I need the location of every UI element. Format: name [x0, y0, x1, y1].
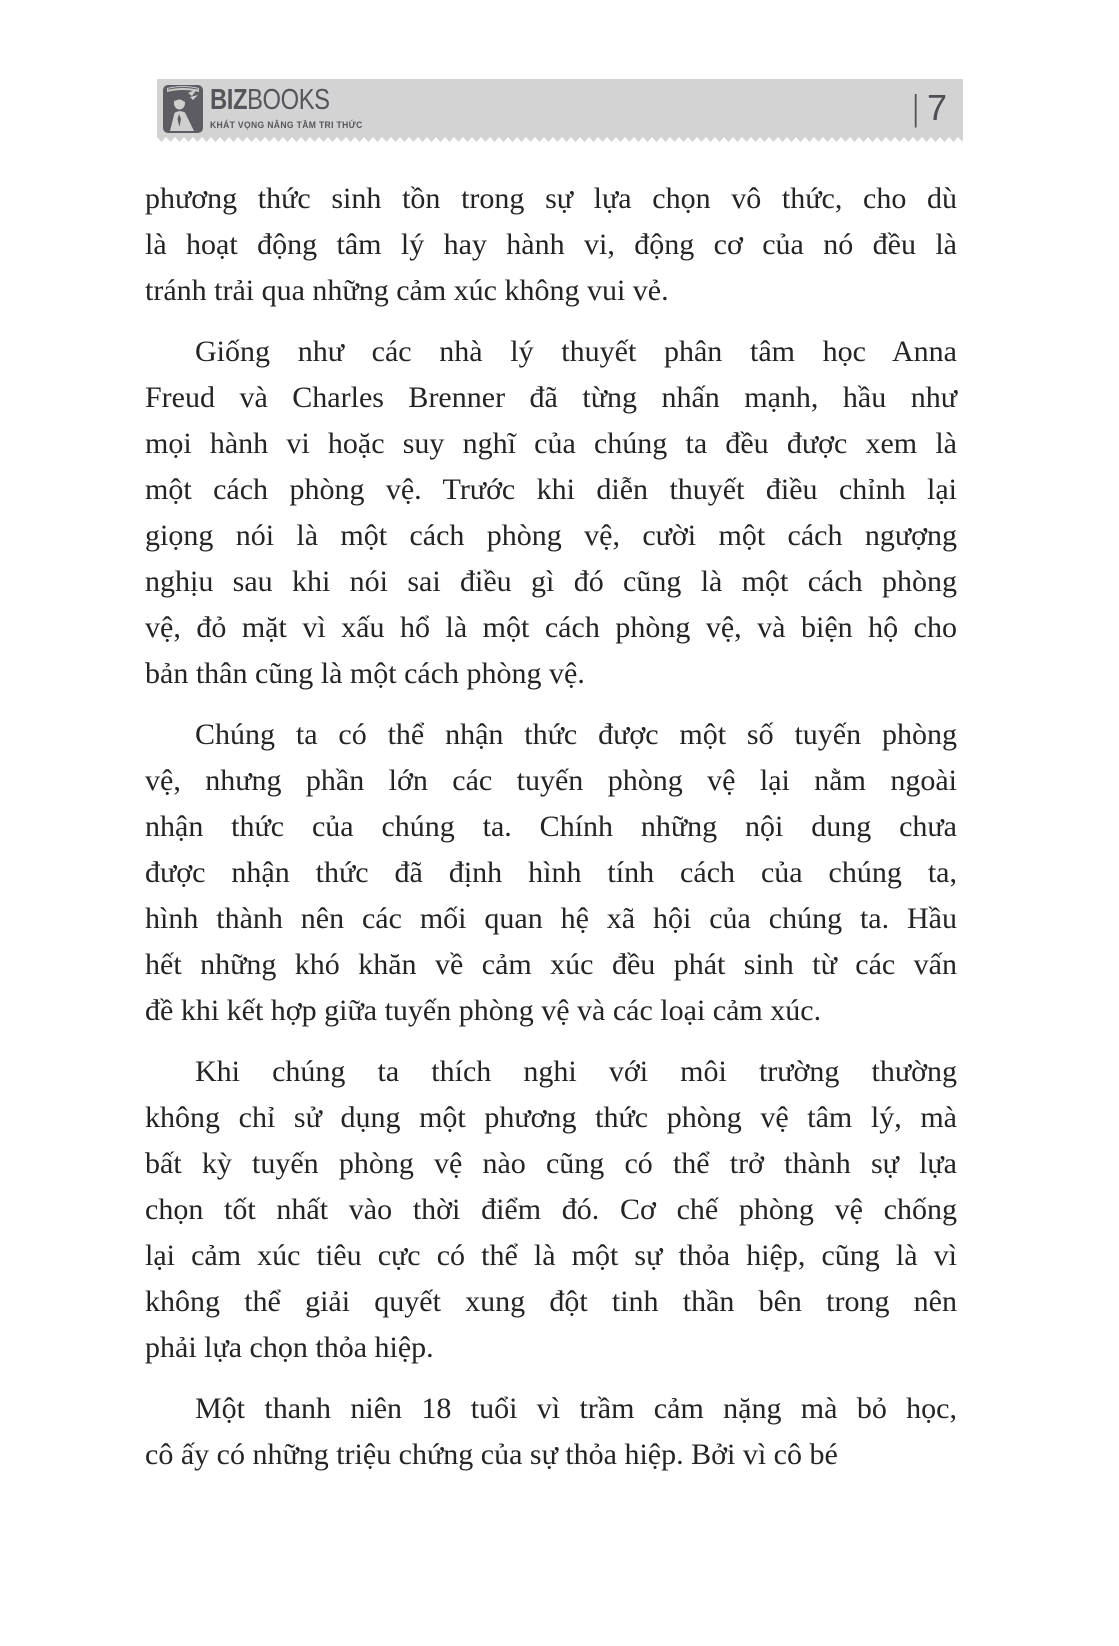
text-line: Một thanh niên 18 tuổi vì trầm cảm nặng mà bỏ học, [195, 1392, 957, 1425]
text-line: giọng nói là một cách phòng vệ, cười một cách ngượng [145, 519, 957, 552]
brand-books: BOOKS [247, 84, 330, 116]
brand-tagline: KHÁT VỌNG NÂNG TẦM TRI THỨC [210, 120, 363, 131]
text-line: Khi chúng ta thích nghi với môi trường thường [195, 1055, 957, 1088]
text-line: nhận thức của chúng ta. Chính những nội dung chưa [145, 810, 957, 843]
paragraph [145, 712, 957, 1034]
page-number-value: 7 [926, 87, 947, 128]
text-line: lại cảm xúc tiêu cực có thể là một sự thỏa hiệp, cũng là vì [145, 1239, 957, 1272]
text-line: bản thân cũng là một cách phòng vệ. [145, 657, 585, 690]
text-line: tránh trải qua những cảm xúc không vui vẻ. [145, 274, 669, 307]
paragraph [145, 1049, 957, 1371]
paragraph [145, 176, 957, 314]
text-line: hình thành nên các mối quan hệ xã hội của chúng ta. Hầu [145, 902, 957, 935]
text-line: đề khi kết hợp giữa tuyến phòng vệ và các loại cảm xúc. [145, 994, 822, 1027]
paragraph [145, 1386, 957, 1478]
body-text [145, 176, 957, 1478]
text-line: bất kỳ tuyến phòng vệ nào cũng có thể trở thành sự lựa [145, 1147, 957, 1180]
brand-biz: BIZ [210, 84, 248, 116]
text-line: Freud và Charles Brenner đã từng nhấn mạnh, hầu như [145, 381, 957, 414]
text-line: nghịu sau khi nói sai điều gì đó cũng là một cách phòng [145, 565, 957, 598]
text-line: không chỉ sử dụng một phương thức phòng vệ tâm lý, mà [145, 1101, 957, 1134]
brand-text [210, 86, 330, 115]
text-line: phương thức sinh tồn trong sự lựa chọn vô thức, cho dù [145, 182, 957, 215]
paragraph [145, 329, 957, 697]
text-line: hết những khó khăn về cảm xúc đều phát sinh từ các vấn [145, 948, 957, 981]
text-line: vệ, đỏ mặt vì xấu hổ là một cách phòng vệ, và biện hộ cho [145, 611, 957, 644]
text-line: vệ, nhưng phần lớn các tuyến phòng vệ lại nằm ngoài [145, 764, 957, 797]
perforation-path [157, 137, 963, 142]
text-line: phải lựa chọn thỏa hiệp. [145, 1331, 434, 1364]
book-figure-icon [163, 83, 203, 133]
text-line: là hoạt động tâm lý hay hành vi, động cơ của nó đều là [145, 228, 957, 261]
text-line: mọi hành vi hoặc suy nghĩ của chúng ta đều được xem là [145, 427, 957, 460]
page-number-separator: | [912, 87, 919, 128]
text-line: Giống như các nhà lý thuyết phân tâm học Anna [195, 335, 957, 368]
page-number [911, 87, 947, 129]
perforation-edge [157, 137, 963, 143]
text-line: một cách phòng vệ. Trước khi diễn thuyết điều chỉnh lại [145, 473, 957, 506]
text-line: được nhận thức đã định hình tính cách của chúng ta, [145, 856, 957, 889]
header-band [157, 79, 963, 137]
text-line: chọn tốt nhất vào thời điểm đó. Cơ chế phòng vệ chống [145, 1193, 957, 1226]
text-line: Chúng ta có thể nhận thức được một số tuyến phòng [195, 718, 957, 751]
text-line: không thể giải quyết xung đột tinh thần bên trong nên [145, 1285, 957, 1318]
text-line: cô ấy có những triệu chứng của sự thỏa hiệp. Bởi vì cô bé [145, 1438, 838, 1471]
